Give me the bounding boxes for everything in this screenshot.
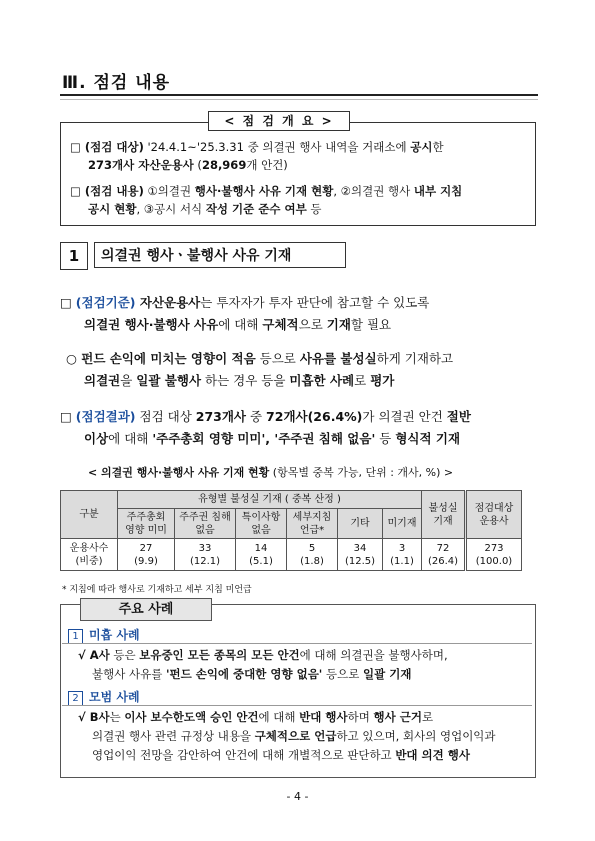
criteria-line-2: 의결권 행사·불행사 사유에 대해 구체적으로 기재할 필요 [84,317,392,332]
table-col-header: 특이사항 없음 [236,509,287,539]
table-header-gubun: 구분 [61,491,118,539]
bullet-line-2: 의결권을 일괄 불행사 하는 경우 등을 미흡한 사례로 평가 [84,373,395,388]
table-col-header: 세부지침 언급* [287,509,338,539]
case2-line-2: 의결권 행사 관련 규정상 내용을 구체적으로 언급하고 있으며, 회사의 영업이익과 [92,729,496,743]
case1-line-2: 불행사 사유를 '펀드 손익에 중대한 영향 없음' 등으로 일괄 기재 [92,667,412,681]
overview-item-scope: □ (점검 내용) ①의결권 행사·불행사 사유 기재 현황, ②의결권 행사 내부 지침 [70,184,463,198]
case2-label: 2 모범 사례 [68,688,140,706]
table-cell: 33 (12.1) [175,539,236,571]
result-line-2: 이상에 대해 '주주총회 영향 미미', '주주권 침해 없음' 등 형식적 기재 [84,431,461,446]
page-number: - 4 - [286,790,309,803]
overview-item-target-cont: 273개사 자산운용사 (28,969개 안건) [88,158,288,172]
table-cell: 27 (9.9) [118,539,175,571]
table-footnote: * 지침에 따라 행사로 기재하고 세부 지침 미언급 [62,585,252,595]
table-header-total: 점검대상 운용사 [466,491,522,539]
criteria-line-1: □ (점검기준) 자산운용사는 투자자가 투자 판단에 참고할 수 있도록 [60,295,430,310]
section-rule-thin [60,99,538,100]
table-cell: 72 (26.4) [422,539,466,571]
case2-rule [62,705,532,706]
table-cell: 14 (5.1) [236,539,287,571]
case1-line-1: √ A사 등은 보유중인 모든 종목의 모든 안건에 대해 의결권을 불행사하며, [78,648,448,662]
cases-heading: 주요 사례 [80,598,212,621]
overview-heading: < 점 검 개 요 > [208,111,350,131]
subsection-number: 1 [60,242,88,270]
table-cell: 5 (1.8) [287,539,338,571]
overview-item-target: □ (점검 대상) '24.4.1~'25.3.31 중 의결권 행사 내역을 거래소에 공시한 [70,140,444,154]
table-caption: < 의결권 행사·불행사 사유 기재 현황 (항목별 중복 가능, 단위 : 개사, %) > [88,466,454,479]
table-col-header: 기타 [338,509,383,539]
case1-rule [62,643,532,644]
table-header-bulsung: 불성실 기재 [422,491,466,539]
status-table [60,490,522,571]
table-cell: 34 (12.5) [338,539,383,571]
case2-line-3: 영업이익 전망을 감안하여 안건에 대해 개별적으로 판단하고 반대 의견 행사 [92,748,470,762]
table-col-header: 주주권 침해 없음 [175,509,236,539]
bullet-line-1: ○ 펀드 손익에 미치는 영향이 적음 등으로 사유를 불성실하게 기재하고 [66,351,454,366]
case1-label: 1 미흡 사례 [68,626,140,644]
table-header-group: 유형별 불성실 기재 ( 중복 산정 ) [118,491,422,509]
section-title: Ⅲ. 점검 내용 [62,73,171,93]
result-line-1: □ (점검결과) 점검 대상 273개사 중 72개사(26.4%)가 의결권 안건 절반 [60,409,471,424]
subsection-title: 의결권 행사ㆍ불행사 사유 기재 [94,242,346,268]
table-col-header: 미기재 [383,509,422,539]
table-cell: 273 (100.0) [466,539,522,571]
table-cell: 3 (1.1) [383,539,422,571]
overview-item-scope-cont: 공시 현황, ③공시 서식 작성 기준 준수 여부 등 [88,202,322,216]
table-col-header: 주주총회 영향 미미 [118,509,175,539]
case2-line-1: √ B사는 이사 보수한도액 승인 안건에 대해 반대 행사하며 행사 근거로 [78,710,434,724]
table-row-label: 운용사수 (비중) [61,539,118,571]
